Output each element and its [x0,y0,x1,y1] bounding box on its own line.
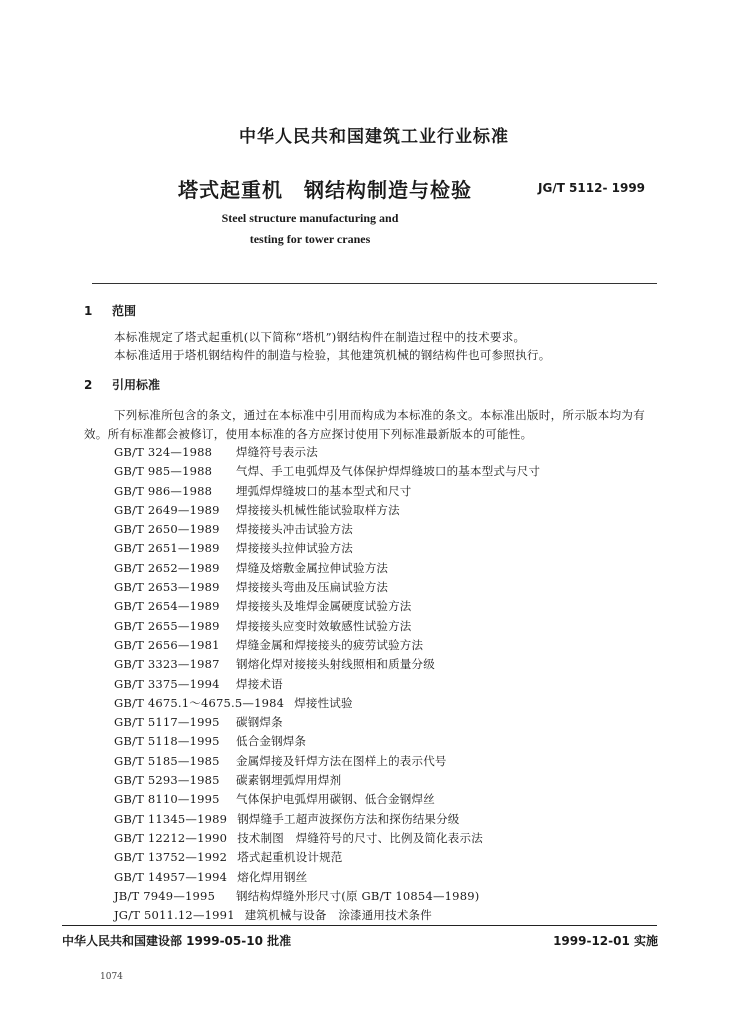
reference-code: GB/T 3375—1994 [114,676,220,691]
reference-title: 焊接接头应变时效敏感性试验方法 [236,618,412,633]
reference-code: GB/T 4675.1～4675.5—1984 [114,695,285,710]
reference-code: JB/T 7949—1995 [114,888,216,903]
scope-paragraph: 本标准规定了塔式起重机(以下简称“塔机”)钢结构件在制造过程中的技术要求。 [114,330,526,344]
reference-code: JG/T 5011.12—1991 [114,908,235,923]
reference-item [114,790,674,809]
section-number: 1 [84,304,93,318]
reference-code: GB/T 8110—1995 [114,792,220,807]
reference-title: 焊缝及熔敷金属拉伸试验方法 [236,560,389,575]
reference-title: 气焊、手工电弧焊及气体保护焊焊缝坡口的基本型式与尺寸 [236,464,541,479]
reference-item [114,578,674,597]
reference-title: 钢结构焊缝外形尺寸(原 GB/T 10854—1989) [236,888,480,903]
industry-title: 中华人民共和国建筑工业行业标准 [239,127,509,147]
reference-title: 气体保护电弧焊用碳钢、低合金钢焊丝 [236,792,435,807]
effective-date: 1999-12-01 实施 [553,934,658,948]
reference-title: 钢焊缝手工超声波探伤方法和探伤结果分级 [237,811,460,826]
reference-code: GB/T 985—1988 [114,464,213,479]
reference-item [114,868,674,887]
reference-code: GB/T 5117—1995 [114,715,220,730]
reference-item [114,597,674,616]
reference-code: GB/T 3323—1987 [114,657,220,672]
english-title-line1: Steel structure manufacturing and [221,211,399,225]
reference-code: GB/T 5118—1995 [114,734,220,749]
reference-title: 钢熔化焊对接接头射线照相和质量分级 [236,657,435,672]
english-title-line2: testing for tower cranes [249,232,371,246]
reference-code: GB/T 13752—1992 [114,850,228,865]
reference-item [114,829,674,848]
reference-code: GB/T 2654—1989 [114,599,220,614]
reference-title: 金属焊接及钎焊方法在图样上的表示代号 [236,753,447,768]
reference-code: GB/T 2656—1981 [114,637,220,652]
reference-item [114,771,674,790]
reference-item [114,694,674,713]
reference-title: 焊接接头拉伸试验方法 [236,541,353,556]
reference-title: 焊接接头弯曲及压扁试验方法 [236,580,389,595]
reference-code: GB/T 5185—1985 [114,753,220,768]
reference-code: GB/T 2655—1989 [114,618,220,633]
reference-title: 焊接接头冲击试验方法 [236,522,353,537]
footer-divider [62,925,657,926]
reference-item [114,887,674,906]
reference-title: 焊接接头及堆焊金属硬度试验方法 [236,599,412,614]
reference-item [114,482,674,501]
reference-item [114,501,674,520]
standard-code: JG/T 5112- 1999 [538,181,646,195]
reference-code: GB/T 2652—1989 [114,560,220,575]
reference-code: GB/T 2653—1989 [114,580,220,595]
reference-item [114,559,674,578]
reference-title: 焊缝符号表示法 [236,445,318,459]
reference-item [114,906,674,925]
reference-title: 技术制图 焊缝符号的尺寸、比例及简化表示法 [237,830,483,845]
reference-title: 熔化焊用钢丝 [237,869,308,884]
reference-code: GB/T 2650—1989 [114,522,220,537]
reference-item [114,539,674,558]
reference-item [114,520,674,539]
reference-code: GB/T 11345—1989 [114,811,228,826]
section-number: 2 [84,378,93,392]
section-title: 引用标准 [112,378,161,392]
reference-title: 焊缝金属和焊接接头的疲劳试验方法 [236,637,424,652]
reference-item [114,752,674,771]
reference-item [114,655,674,674]
reference-code: GB/T 14957—1994 [114,869,228,884]
reference-code: GB/T 986—1988 [114,483,213,498]
reference-item [114,713,674,732]
reference-code: GB/T 324—1988 [114,445,213,459]
reference-code: GB/T 2651—1989 [114,541,220,556]
reference-code: GB/T 5293—1985 [114,773,220,788]
reference-item [114,848,674,867]
page-number: 1074 [100,972,123,982]
reference-title: 塔式起重机设计规范 [237,850,343,865]
reference-title: 焊接术语 [236,676,283,691]
header-divider [92,283,657,284]
reference-title: 焊接性试验 [294,695,353,710]
reference-title: 低合金钢焊条 [236,734,307,749]
reference-item [114,810,674,829]
reference-item [114,636,674,655]
references-intro: 下列标准所包含的条文，通过在本标准中引用而构成为本标准的条文。本标准出版时，所示版本均为有效。所有标准都会被修订，使用本标准的各方应探讨使用下列标准最新版本的可能性。 [84,408,645,441]
reference-item [114,617,674,636]
reference-code: GB/T 12212—1990 [114,830,228,845]
reference-title: 碳素钢埋弧焊用焊剂 [236,773,342,788]
scope-paragraph: 本标准适用于塔机钢结构件的制造与检验，其他建筑机械的钢结构件也可参照执行。 [114,348,551,362]
issued-by: 中华人民共和国建设部 1999-05-10 批准 [62,934,292,948]
reference-item [114,732,674,751]
reference-item [114,443,674,462]
reference-title: 焊接接头机械性能试验取样方法 [236,502,400,517]
reference-item [114,675,674,694]
reference-title: 建筑机械与设备 涂漆通用技术条件 [244,908,432,923]
reference-title: 埋弧焊焊缝坡口的基本型式和尺寸 [236,483,412,498]
reference-list [114,443,674,925]
reference-code: GB/T 2649—1989 [114,502,220,517]
section-heading-references [84,376,160,393]
section-title: 范围 [112,304,137,318]
reference-title: 碳钢焊条 [236,715,283,730]
reference-item [114,462,674,481]
main-title: 塔式起重机 钢结构制造与检验 [178,178,472,202]
section-heading-scope [84,302,136,319]
